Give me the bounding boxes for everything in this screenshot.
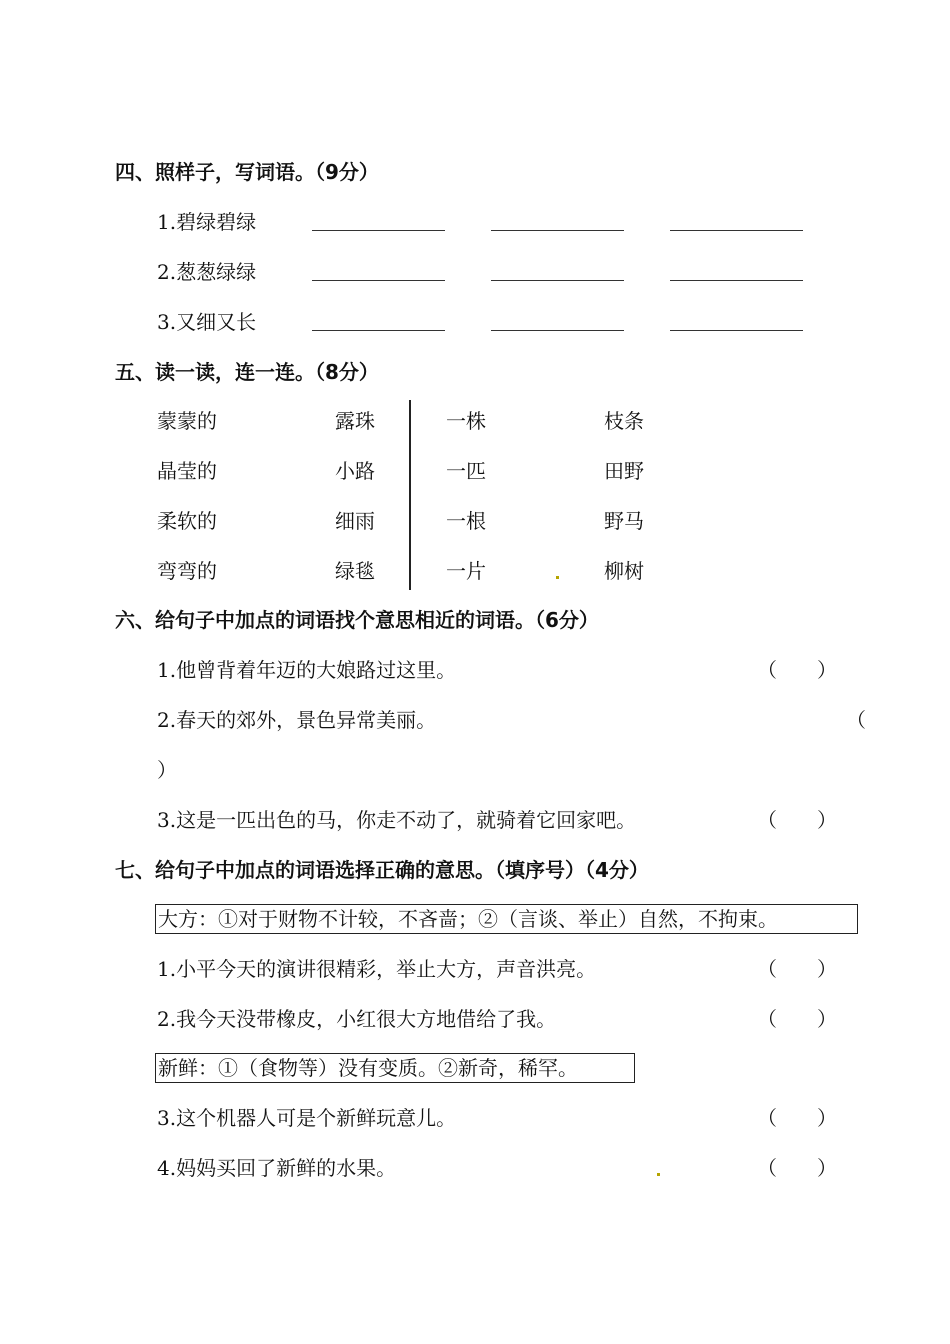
sentence-6-1: 1.他曾背着年迈的大娘路过这里。 <box>157 658 457 682</box>
answer-paren-open[interactable]: （ <box>846 708 866 732</box>
answer-blank[interactable] <box>312 230 445 231</box>
match-noun-1[interactable]: 露珠 <box>335 409 375 433</box>
section-5-title: 五、读一读，连一连。（8分） <box>115 360 379 384</box>
answer-blank[interactable] <box>491 280 624 281</box>
answer-blank[interactable] <box>670 330 803 331</box>
match-measure-3[interactable]: 一根 <box>446 509 486 533</box>
match-measure-4[interactable]: 一片 <box>446 559 486 583</box>
sentence-6-3: 3.这是一匹出色的马，你走不动了，就骑着它回家吧。 <box>157 808 637 832</box>
answer-blank[interactable] <box>670 230 803 231</box>
answer-paren[interactable]: （ ） <box>757 1106 837 1130</box>
answer-paren[interactable]: （ ） <box>757 1156 837 1180</box>
sentence-7-4: 4.妈妈买回了新鲜的水果。 <box>157 1156 397 1180</box>
definition-xinxian: 新鲜：①（食物等）没有变质。②新奇，稀罕。 <box>158 1056 578 1080</box>
sentence-7-2: 2.我今天没带橡皮，小红很大方地借给了我。 <box>157 1007 557 1031</box>
definition-dafang: 大方：①对于财物不计较，不吝啬；②（言谈、举止）自然，不拘束。 <box>158 907 778 931</box>
answer-paren[interactable]: （ ） <box>757 1007 837 1031</box>
answer-paren[interactable]: （ ） <box>757 957 837 981</box>
match-adj-1[interactable]: 蒙蒙的 <box>157 409 217 433</box>
ink-speck <box>657 1173 660 1176</box>
sentence-7-1: 1.小平今天的演讲很精彩，举止大方，声音洪亮。 <box>157 957 597 981</box>
ink-speck <box>556 576 559 579</box>
answer-paren[interactable]: （ ） <box>757 808 837 832</box>
answer-blank[interactable] <box>491 330 624 331</box>
match-object-1[interactable]: 枝条 <box>604 409 644 433</box>
section-7-title: 七、给句子中加点的词语选择正确的意思。（填序号）（4分） <box>115 858 649 882</box>
answer-paren-close[interactable]: ） <box>157 758 177 782</box>
answer-paren[interactable]: （ ） <box>757 658 837 682</box>
sentence-7-3: 3.这个机器人可是个新鲜玩意儿。 <box>157 1106 457 1130</box>
match-measure-1[interactable]: 一株 <box>446 409 486 433</box>
match-adj-4[interactable]: 弯弯的 <box>157 559 217 583</box>
match-noun-3[interactable]: 细雨 <box>335 509 375 533</box>
section-4-item-3: 3.又细又长 <box>157 310 257 334</box>
match-adj-2[interactable]: 晶莹的 <box>157 459 217 483</box>
section-4-item-2: 2.葱葱绿绿 <box>157 260 257 284</box>
match-measure-2[interactable]: 一匹 <box>446 459 486 483</box>
answer-blank[interactable] <box>491 230 624 231</box>
match-object-4[interactable]: 柳树 <box>604 559 644 583</box>
match-noun-4[interactable]: 绿毯 <box>335 559 375 583</box>
answer-blank[interactable] <box>670 280 803 281</box>
match-noun-2[interactable]: 小路 <box>335 459 375 483</box>
sentence-6-2: 2.春天的郊外，景色异常美丽。 <box>157 708 437 732</box>
section-4-item-1: 1.碧绿碧绿 <box>157 210 257 234</box>
answer-blank[interactable] <box>312 280 445 281</box>
section-6-title: 六、给句子中加点的词语找个意思相近的词语。（6分） <box>115 608 599 632</box>
column-divider <box>409 400 411 590</box>
match-object-2[interactable]: 田野 <box>604 459 644 483</box>
section-4-title: 四、照样子，写词语。（9分） <box>115 160 379 184</box>
match-adj-3[interactable]: 柔软的 <box>157 509 217 533</box>
answer-blank[interactable] <box>312 330 445 331</box>
match-object-3[interactable]: 野马 <box>604 509 644 533</box>
